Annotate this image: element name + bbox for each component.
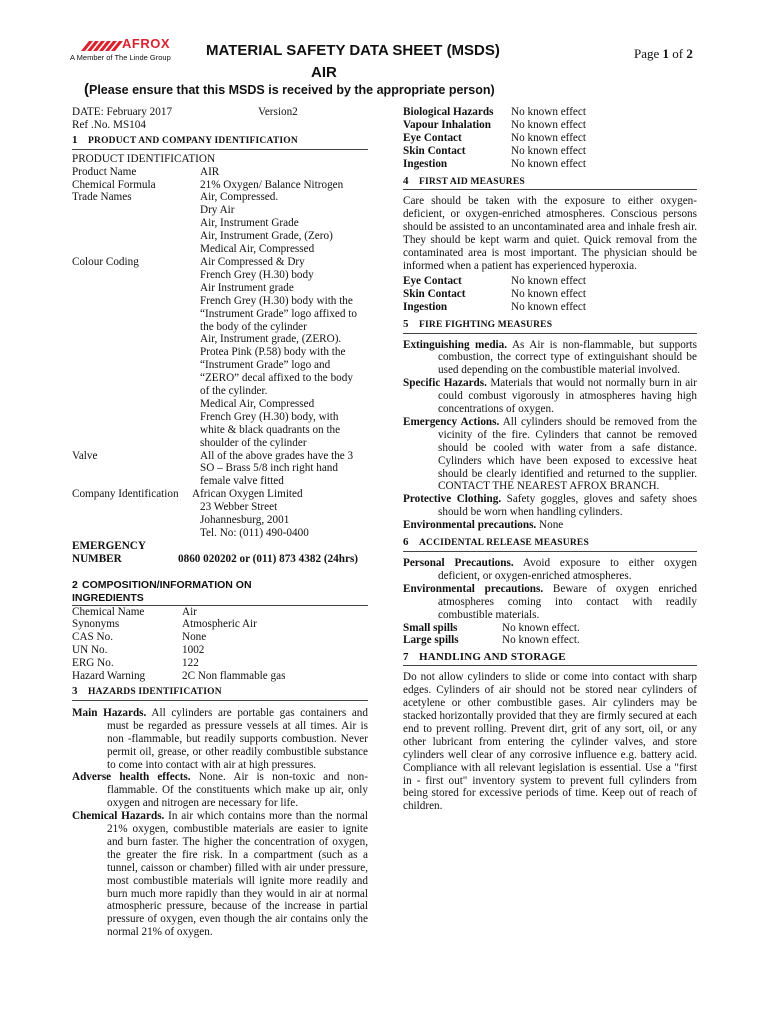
first-aid-row: Ingestion No known effect (403, 300, 586, 313)
personal-precautions-paragraph: Personal Precautions. Avoid exposure to either oxygen deficient, or oxygen-enriched atmospheres. (403, 557, 697, 582)
hazard-effect-row: Vapour Inhalation No known effect (403, 118, 586, 131)
section-2-heading: 2 COMPOSITION/INFORMATION ON (72, 578, 252, 591)
date-row (72, 106, 368, 119)
document-title: MATERIAL SAFETY DATA SHEET (MSDS) (206, 42, 500, 59)
extinguishing-media-paragraph: Extinguishing media. As Air is non-flammable, but supports combustion, the correct type of extinguishant should be used depending on the combustible material involved. (403, 338, 697, 377)
section-3-heading: 3 HAZARDS IDENTIFICATION (72, 685, 368, 701)
first-aid-paragraph: Care should be taken with the exposure to either oxygen-deficient, or oxygen-enriched atmospheres. Conscious persons should be assisted to an uncontaminated area and inhale fresh air. They should be kept warm and quiet. Quick removal from the contaminated area is most important. The physician should be informed when a patient has experienced hyperoxia. (403, 195, 697, 272)
notice-line: (Please ensure that this MSDS is received by the appropriate person) (84, 81, 495, 98)
trade-names-row: Trade Names Air, Compressed. Dry Air Air, Instrument Grade Air, Instrument Grade, (Zero) Medical Air, Compressed (72, 191, 333, 256)
emergency-actions-paragraph: Emergency Actions. All cylinders should be removed from the vicinity of the fire. Cylinders that cannot be removed should be cooled with water from a safe distance. Cylinders which have been exposed to excessive heat should be clearly identified and returned to the supplier. CONTACT THE NEAREST AFROX BRANCH. (403, 415, 697, 493)
spills-row: Large spills No known effect. (403, 634, 580, 647)
colour-coding-row: Colour Coding Air Compressed & Dry French Grey (H.30) body Air Instrument grade French Grey (H.30) body with the “Instrument Grade” logo affixed to the body of the cylinder Air, Instrument grade, (ZERO). Protea Pink (P.58) body with the “Instrument Grade” logo and “ZERO” decal affixed to the body of the cylinder. Medical Air, Compressed French Grey (H.30) body, with white & black quadrants on the shoulder of the cylinder (72, 255, 357, 449)
composition-row: Chemical Name Air (72, 605, 197, 618)
colour-coding-list: Air Compressed & Dry French Grey (H.30) body Air Instrument grade French Grey (H.30) body with the “Instrument Grade” logo affixed to the body of the cylinder Air, Instrument grade, (ZERO). Protea Pink (P.58) body with the “Instrument Grade” logo and “ZERO” decal affixed to the body of the cylinder. Medical Air, Compressed French Grey (H.30) body, with white & black quadrants on the shoulder of the cylinder (200, 255, 357, 449)
section-5-heading: 5 FIRE FIGHTING MEASURES (403, 318, 697, 334)
hazard-effect-row: Biological Hazards No known effect (403, 106, 586, 118)
product-title: AIR (311, 64, 337, 81)
company-identification-row: Company Identification African Oxygen Limited 23 Webber Street Johannesburg, 2001 Tel. No: (011) 490-0400 (72, 488, 309, 539)
reference-number: Ref .No. MS104 (72, 118, 146, 131)
chemical-formula-row: Chemical Formula 21% Oxygen/ Balance Nitrogen (72, 178, 344, 191)
page-number: Page 1 of 2 (634, 46, 693, 61)
adverse-health-paragraph: Adverse health effects. None. Air is non-toxic and non-flammable. Of the constituents which make up air, only oxygen and nitrogen are necessary for life. (72, 771, 368, 810)
emergency-number: 0860 020202 or (011) 873 4382 (24hrs) (178, 552, 359, 565)
environmental-precautions-paragraph: Environmental precautions. Beware of oxygen enriched atmospheres coming into contact with readily combustible materials. (403, 582, 697, 621)
section-7-heading: 7 HANDLING AND STORAGE (403, 651, 697, 666)
version-text: Version2 (258, 106, 298, 118)
spills-row: Small spills No known effect. (403, 621, 580, 634)
handling-storage-paragraph: Do not allow cylinders to slide or come into contact with sharp edges. Cylinders of air should not be stored near cylinders of acetylene or other combustible gases. Air cylinders may be stacked horizontally provided that they are firmly secured at each end to prevent rolling. Prevent dirt, grit of any sort, oil, or any other lubricant from entering the cylinder valves, and store cylinders well clear of any corrosive influence e.g. battery acid. Compliance with all relevant legislation is essential. Use a "first in - first out" inventory system to prevent full cylinders from being stored for excessive periods of time. Keep out of reach of children. (403, 671, 697, 813)
afrox-stripes-icon (73, 39, 123, 53)
hazard-effect-row: Eye Contact No known effect (403, 131, 586, 144)
specific-hazards-paragraph: Specific Hazards. Materials that would not normally burn in air could combust vigorously in atmospheres having high concentrations of oxygen. (403, 377, 698, 416)
left-column: DATE: February 2017 Version2 Ref .No. MS104 1 PRODUCT AND COMPANY IDENTIFICATION PRODUCT IDENTIFICATION Product Name AIR Chemical Formula 21% Oxygen/ Balance Nitrogen Trade Names Air, Compressed. Dry Air Air, Instrument Grade Air, Instrument Grade, (Zero) Medical Air, Compressed Colour Coding Air Compressed & Dry French Grey (H.30) body Air Instrument grade French Grey (H.30) body with the “Instrument Grade” logo affixed to the body of the cylinder Air, Instrument grade, (ZERO). Protea Pink (P.58) body with the “Instrument Grade” logo and “ZERO” decal affixed to the body of the cylinder. Medical Air, Compressed French Grey (H.30) body, with white & black quadrants on the shoulder of the cylinder Valve All of the above grades have the 3 SO – Brass 5/8 inch right hand female valve fitted Company Identification African Oxygen Limited 23 Webber Street Johannesburg, 2001 Tel. No: (011) 490-0400 EMERGENCY NUMBER 0860 020202 or (011) 873 4382 (24hrs) 2 COMPOSITION/INFORMATION ON INGREDIENTS Chemical Name Air Synonyms Atmospheric Air CAS No. None UN No. 1002 ERG No. 122 Hazard Warning 2C Non flammable gas 3 HAZARDS IDENTIFICATION Main Hazards. All cylinders are portable gas containers and must be regarded as pressure vessels at all times. Air is non -flammable, but readily supports combustion. Never permit oil, grease, or other readily combustible substance to come into contact with air at high pressures. Adverse health effects. None. Air is non-toxic and non-flammable. Of the constituents which make up air, only oxygen and nitrogen are necessary for life. Chemical Hazards. In air which contains more than the normal 21% oxygen, combustible materials are easier to ignite and burn faster. The higher the concentration of oxygen, the greater the fire risk. In a compartment (such as a tunnel, caisson or chamber) filled with air under pressure, most combustible materials will ignite more readily and burn much more rapidly than they would in air at normal atmospheric pressure, because of the increase in partial pressure of oxygen, even though the air contains only the normal 21% of oxygen. (72, 106, 368, 939)
emergency-label: EMERGENCY (72, 539, 146, 552)
valve-row: Valve All of the above grades have the 3 SO – Brass 5/8 inch right hand female valve fitted (72, 449, 354, 488)
composition-row: UN No. 1002 (72, 644, 205, 657)
product-name-row: Product Name AIR (72, 165, 220, 178)
trade-names-list: Air, Compressed. Dry Air Air, Instrument Grade Air, Instrument Grade, (Zero) Medical Air, Compressed (200, 191, 333, 256)
hazard-effect-row: Skin Contact No known effect (403, 144, 586, 157)
first-aid-row: Skin Contact No known effect (403, 287, 586, 300)
first-aid-row: Eye Contact No known effect (403, 274, 586, 287)
logo-wordmark: AFROX (122, 36, 170, 51)
composition-row: Hazard Warning 2C Non flammable gas (72, 670, 286, 683)
logo-tagline: A Member of The Linde Group (70, 53, 171, 62)
protective-clothing-paragraph: Protective Clothing. Safety goggles, gloves and safety shoes should be worn when handling cylinders. (403, 493, 697, 519)
product-identification-subhead: PRODUCT IDENTIFICATION (72, 152, 216, 165)
composition-row: Synonyms Atmospheric Air (72, 618, 257, 631)
environmental-precautions-line: Environmental precautions. None (403, 519, 564, 532)
composition-row: CAS No. None (72, 631, 207, 644)
section-1-heading: 1 PRODUCT AND COMPANY IDENTIFICATION (72, 134, 368, 150)
main-hazards-paragraph: Main Hazards. All cylinders are portable gas containers and must be regarded as pressure vessels at all times. Air is non -flammable, but readily supports combustion. Never permit oil, grease, or other readily combustible substance to come into contact with air at high pressures. (72, 706, 368, 771)
right-column (403, 106, 697, 813)
chemical-hazards-paragraph: Chemical Hazards. In air which contains more than the normal 21% oxygen, combustible materials are easier to ignite and burn faster. The higher the concentration of oxygen, the greater the fire risk. In a compartment (such as a tunnel, caisson or chamber) filled with air under pressure, most combustible materials will ignite more readily and burn much more rapidly than they would in air at normal atmospheric pressure, because of the increase in partial pressure of oxygen, even though the air contains only the normal 21% of oxygen. (72, 810, 368, 939)
hazard-effect-row: Ingestion No known effect (403, 157, 586, 170)
section-4-heading: 4 FIRST AID MEASURES (403, 175, 697, 191)
composition-row: ERG No. 122 (72, 657, 199, 670)
section-6-heading: 6 ACCIDENTAL RELEASE MEASURES (403, 536, 697, 552)
date-text: DATE: February 2017 (72, 106, 173, 118)
emergency-number-row: NUMBER 0860 020202 or (011) 873 4382 (24hrs) (72, 552, 359, 565)
afrox-logo (70, 35, 190, 65)
